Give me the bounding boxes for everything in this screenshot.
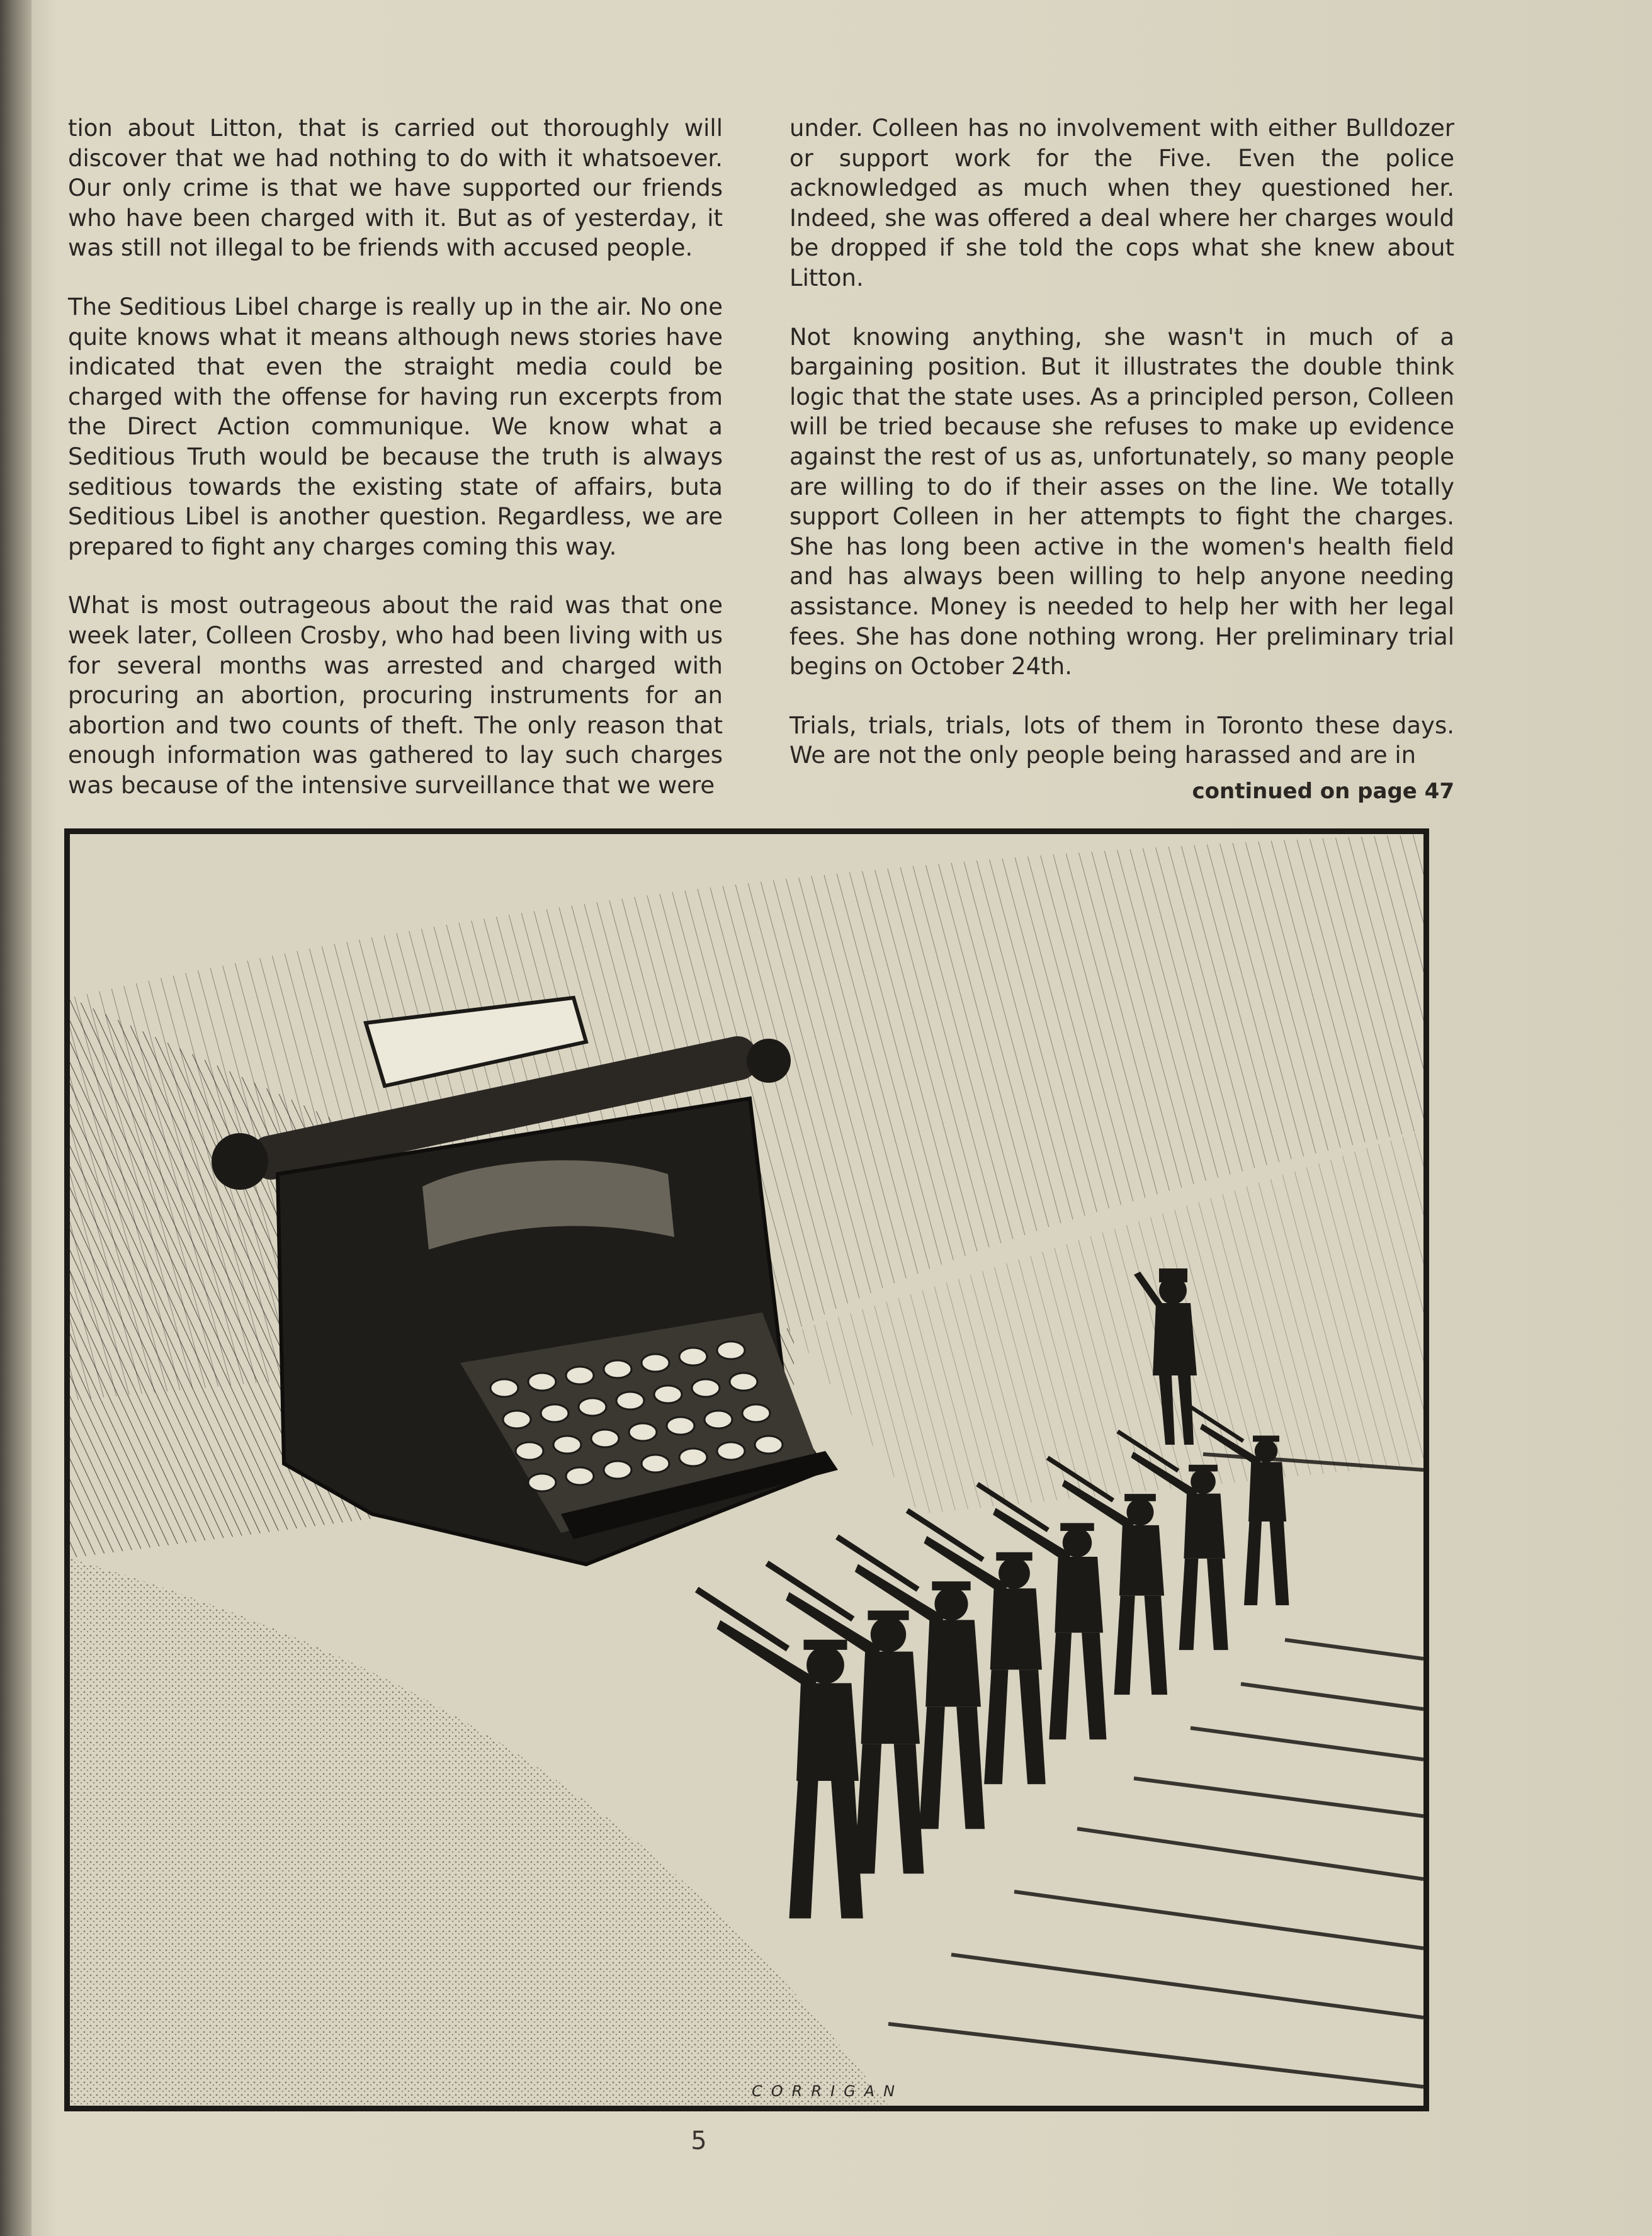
right-paragraph-3: Trials, trials, trials, lots of them in Toronto these days. We are not the only people being harassed and are in [789, 711, 1454, 769]
right-paragraph-2: Not knowing anything, she wasn't in much of a bargaining position. But it illustrates the double think logic that the state uses. As a principled person, Colleen will be tried because she refuses to make up evidence against the rest of us as, unfortunately, so many people are willing to do if their asses on the line. We totally support Colleen in her attempts to fight the charges. She has long been active in the women's health field and has always been willing to help anyone needing assistance. Money is needed to help her with her legal fees. She has done nothing wrong. Her preliminary trial begins on October 24th. [789, 323, 1454, 680]
left-paragraph-3: What is most outrageous about the raid was that one week later, Colleen Crosby, who had been living with us for several months was arrested and charged with procuring an abortion, procuring instruments for an abortion and two counts of theft. The only reason that enough information was gathered to lay such charges was because of the intensive surveillance that we were [68, 592, 723, 799]
left-text-column [68, 113, 723, 829]
continued-note: continued on page 47 [1192, 779, 1454, 804]
page-number: 5 [691, 2126, 707, 2155]
right-paragraph-1: under. Colleen has no involvement with either Bulldozer or support work for the Five. Even the police acknowledged as much when they questioned her. Indeed, she was offered a deal where her charges would be dropped if she told the cops what she knew about Litton. [789, 115, 1454, 291]
left-paragraph-1: tion about Litton, that is carried out thoroughly will discover that we had nothing to do with it whatsoever. Our only crime is that we have supported our friends who have been charged with it. But as of yesterday, it was still not illegal to be friends with accused people. [68, 115, 723, 262]
illustration-drawing [70, 834, 1423, 2106]
left-paragraph-2: The Seditious Libel charge is really up in the air. No one quite knows what it means although news stories have indicated that even the straight media could be charged with the offense for having run excerpts from the Direct Action communique. We know what a Seditious Truth would be because the truth is always seditious towards the existing state of affairs, buta Seditious Libel is another question. Regardless, we are prepared to fight any charges coming this way. [68, 293, 723, 560]
typewriter-firing-squad-illustration [64, 828, 1429, 2111]
right-text-column [789, 113, 1454, 799]
book-spine-shadow [0, 0, 31, 2236]
artist-signature: CORRIGAN [752, 2082, 904, 2100]
